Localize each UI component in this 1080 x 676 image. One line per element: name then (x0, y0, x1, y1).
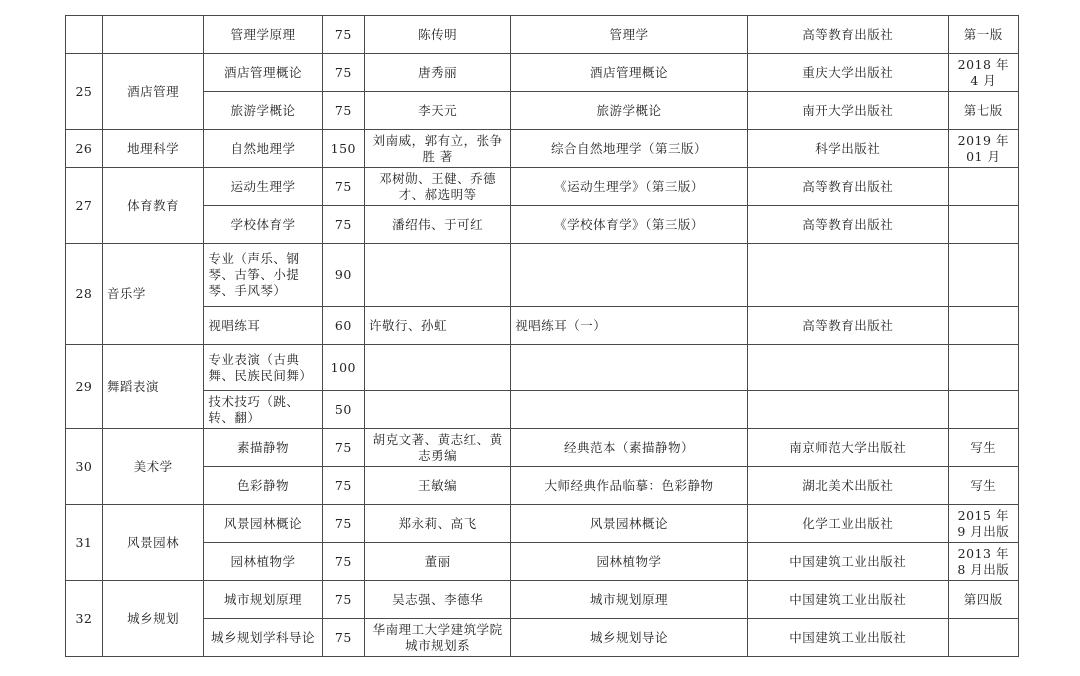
book-cell: 旅游学概论 (511, 92, 748, 130)
table-row (66, 168, 1019, 206)
book-cell (511, 244, 748, 307)
book-cell: 《学校体育学》（第三版） (511, 206, 748, 244)
edition-cell: 第一版 (948, 16, 1018, 54)
score-cell: 75 (322, 467, 364, 505)
no-cell: 28 (66, 244, 103, 345)
author-cell: 董丽 (365, 543, 511, 581)
table-row (66, 543, 1019, 581)
publisher-cell: 中国建筑工业出版社 (747, 581, 948, 619)
table-row (66, 391, 1019, 429)
table-row (66, 307, 1019, 345)
major-cell: 音乐学 (102, 244, 204, 345)
publisher-cell (747, 391, 948, 429)
subject-cell: 运动生理学 (204, 168, 322, 206)
publisher-cell: 重庆大学出版社 (747, 54, 948, 92)
score-cell: 90 (322, 244, 364, 307)
table-row (66, 92, 1019, 130)
book-cell: 城市规划原理 (511, 581, 748, 619)
subject-cell: 自然地理学 (204, 130, 322, 168)
table-row (66, 345, 1019, 391)
book-cell (511, 391, 748, 429)
major-cell: 美术学 (102, 429, 204, 505)
table-row (66, 244, 1019, 307)
table-row (66, 505, 1019, 543)
table-row (66, 467, 1019, 505)
table-row (66, 130, 1019, 168)
author-cell: 胡克文著、黄志红、黄志勇编 (365, 429, 511, 467)
author-cell: 邓树勋、王健、乔德才、郝选明等 (365, 168, 511, 206)
major-cell: 舞蹈表演 (102, 345, 204, 429)
subject-cell: 管理学原理 (204, 16, 322, 54)
publisher-cell: 高等教育出版社 (747, 307, 948, 345)
no-cell (66, 16, 103, 54)
author-cell: 刘南威，郭有立，张争胜 著 (365, 130, 511, 168)
no-cell: 32 (66, 581, 103, 657)
book-cell: 《运动生理学》（第三版） (511, 168, 748, 206)
author-cell: 李天元 (365, 92, 511, 130)
table-row (66, 206, 1019, 244)
author-cell (365, 391, 511, 429)
author-cell (365, 244, 511, 307)
book-cell: 经典范本（素描静物） (511, 429, 748, 467)
edition-cell: 第七版 (948, 92, 1018, 130)
author-cell: 华南理工大学建筑学院城市规划系 (365, 619, 511, 657)
score-cell: 75 (322, 206, 364, 244)
no-cell: 31 (66, 505, 103, 581)
edition-cell: 2013 年 8 月出版 (948, 543, 1018, 581)
publisher-cell: 高等教育出版社 (747, 206, 948, 244)
author-cell: 唐秀丽 (365, 54, 511, 92)
no-cell: 25 (66, 54, 103, 130)
book-cell: 风景园林概论 (511, 505, 748, 543)
publisher-cell (747, 345, 948, 391)
author-cell (365, 345, 511, 391)
subject-cell: 园林植物学 (204, 543, 322, 581)
publisher-cell: 湖北美术出版社 (747, 467, 948, 505)
edition-cell (948, 619, 1018, 657)
publisher-cell: 化学工业出版社 (747, 505, 948, 543)
book-cell: 管理学 (511, 16, 748, 54)
score-cell: 75 (322, 619, 364, 657)
book-cell: 大师经典作品临摹：色彩静物 (511, 467, 748, 505)
publisher-cell: 科学出版社 (747, 130, 948, 168)
edition-cell (948, 345, 1018, 391)
edition-cell: 第四版 (948, 581, 1018, 619)
publisher-cell: 高等教育出版社 (747, 16, 948, 54)
score-cell: 75 (322, 168, 364, 206)
no-cell: 29 (66, 345, 103, 429)
subject-cell: 风景园林概论 (204, 505, 322, 543)
score-cell: 75 (322, 581, 364, 619)
major-cell: 体育教育 (102, 168, 204, 244)
score-cell: 100 (322, 345, 364, 391)
edition-cell: 写生 (948, 429, 1018, 467)
score-cell: 75 (322, 16, 364, 54)
score-cell: 75 (322, 543, 364, 581)
author-cell: 许敬行、孙虹 (365, 307, 511, 345)
table-row (66, 619, 1019, 657)
subject-cell: 学校体育学 (204, 206, 322, 244)
publisher-cell: 高等教育出版社 (747, 168, 948, 206)
subject-cell: 城乡规划学科导论 (204, 619, 322, 657)
major-cell (102, 16, 204, 54)
subject-cell: 城市规划原理 (204, 581, 322, 619)
edition-cell: 2018 年 4 月 (948, 54, 1018, 92)
major-cell: 酒店管理 (102, 54, 204, 130)
edition-cell (948, 168, 1018, 206)
book-cell: 园林植物学 (511, 543, 748, 581)
edition-cell (948, 307, 1018, 345)
edition-cell: 2015 年 9 月出版 (948, 505, 1018, 543)
edition-cell (948, 206, 1018, 244)
no-cell: 26 (66, 130, 103, 168)
score-cell: 60 (322, 307, 364, 345)
edition-cell (948, 244, 1018, 307)
table-row (66, 429, 1019, 467)
score-cell: 150 (322, 130, 364, 168)
score-cell: 75 (322, 429, 364, 467)
edition-cell (948, 391, 1018, 429)
no-cell: 30 (66, 429, 103, 505)
publisher-cell: 中国建筑工业出版社 (747, 619, 948, 657)
textbook-table (65, 15, 1019, 657)
author-cell: 郑永莉、高飞 (365, 505, 511, 543)
book-cell: 视唱练耳（一） (511, 307, 748, 345)
no-cell: 27 (66, 168, 103, 244)
score-cell: 50 (322, 391, 364, 429)
score-cell: 75 (322, 54, 364, 92)
book-cell: 城乡规划导论 (511, 619, 748, 657)
subject-cell: 专业（声乐、钢琴、古筝、小提琴、手风琴） (204, 244, 322, 307)
subject-cell: 旅游学概论 (204, 92, 322, 130)
subject-cell: 素描静物 (204, 429, 322, 467)
table-row (66, 581, 1019, 619)
edition-cell: 写生 (948, 467, 1018, 505)
publisher-cell (747, 244, 948, 307)
author-cell: 王敏编 (365, 467, 511, 505)
table-row (66, 54, 1019, 92)
book-cell: 综合自然地理学（第三版） (511, 130, 748, 168)
publisher-cell: 中国建筑工业出版社 (747, 543, 948, 581)
subject-cell: 色彩静物 (204, 467, 322, 505)
publisher-cell: 南开大学出版社 (747, 92, 948, 130)
author-cell: 陈传明 (365, 16, 511, 54)
book-cell: 酒店管理概论 (511, 54, 748, 92)
author-cell: 潘绍伟、于可红 (365, 206, 511, 244)
author-cell: 吴志强、李德华 (365, 581, 511, 619)
major-cell: 地理科学 (102, 130, 204, 168)
table-row (66, 16, 1019, 54)
major-cell: 风景园林 (102, 505, 204, 581)
book-cell (511, 345, 748, 391)
subject-cell: 视唱练耳 (204, 307, 322, 345)
subject-cell: 酒店管理概论 (204, 54, 322, 92)
major-cell: 城乡规划 (102, 581, 204, 657)
subject-cell: 技术技巧（跳、转、翻） (204, 391, 322, 429)
publisher-cell: 南京师范大学出版社 (747, 429, 948, 467)
score-cell: 75 (322, 92, 364, 130)
subject-cell: 专业表演（古典舞、民族民间舞） (204, 345, 322, 391)
score-cell: 75 (322, 505, 364, 543)
edition-cell: 2019 年 01 月 (948, 130, 1018, 168)
